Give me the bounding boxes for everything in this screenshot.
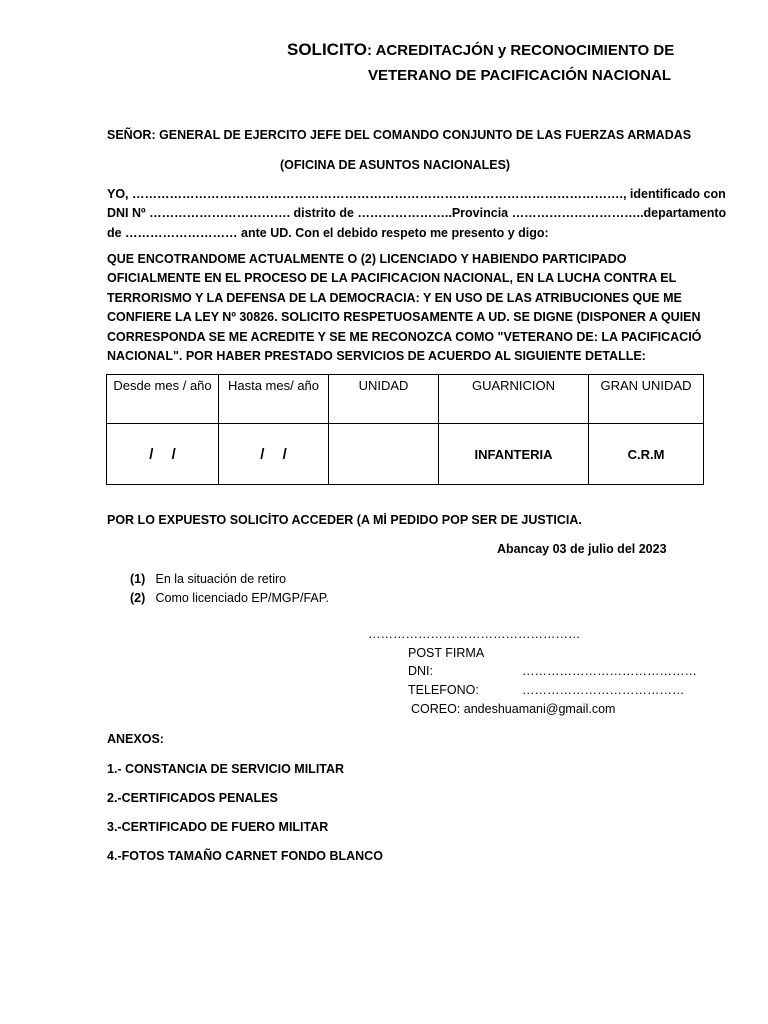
body-line: TERRORISMO Y LA DEFENSA DE LA DEMOCRACIA: Y EN USO DE LAS ATRIBUCIONES QUE ME: [107, 290, 682, 305]
addressee-office: (OFICINA DE ASUNTOS NACIONALES): [280, 158, 511, 172]
anexo-item: 4.-FOTOS TAMAÑO CARNET FONDO BLANCO: [107, 849, 383, 863]
anexo-item: 1.- CONSTANCIA DE SERVICIO MILITAR: [107, 762, 345, 776]
body-line: OFICIALMENTE EN EL PROCESO DE LA PACIFICACION NACIONAL, EN LA LUCHA CONTRA EL: [107, 271, 677, 286]
document-title: [287, 40, 674, 60]
table-row: [107, 424, 704, 485]
options-list: [130, 570, 329, 608]
cell-desde: / /: [107, 424, 219, 485]
header-hasta: Hasta mes/ año: [219, 375, 329, 424]
intro-line: DNI Nº ……………………………. distrito de …………………..Provincia …………………………..departamento: [107, 206, 727, 221]
cell-hasta: / /: [219, 424, 329, 485]
intro-line: de ……………………… ante UD. Con el debido respeto me presento y digo:: [107, 225, 549, 240]
intro-paragraph: [107, 185, 726, 243]
document-title-line2: VETERANO DE PACIFICACIÓN NACIONAL: [368, 67, 672, 84]
body-line: CONFIERE LA LEY Nº 30826. SOLICITO RESPETUOSAMENTE A UD. SE DIGNE (DISPONER A QUIEN: [107, 310, 701, 325]
body-paragraph: [107, 250, 701, 366]
service-detail-table: [106, 374, 704, 485]
header-desde: Desde mes / año: [107, 375, 219, 424]
dni-label: DNI:: [408, 664, 433, 678]
date-line: Abancay 03 de julio del 2023: [497, 542, 667, 556]
anexo-item: 3.-CERTIFICADO DE FUERO MILITAR: [107, 820, 329, 834]
closing-statement: POR LO EXPUESTO SOLICİTO ACCEDER (A Mİ PEDIDO POP SER DE JUSTICIA.: [107, 513, 582, 527]
email-line: COREO: andeshuamani@gmail.com: [411, 702, 616, 716]
cell-unidad: [329, 424, 439, 485]
body-line: QUE ENCOTRANDOME ACTUALMENTE O (2) LICENCIADO Y HABIENDO PARTICIPADO: [107, 252, 627, 266]
title-rest: : ACREDITACJÓN y RECONOCIMIENTO DE: [366, 42, 675, 59]
list-item: [130, 570, 329, 589]
intro-line: YO, ………………………………………………………………………………………………………., identificado con: [107, 187, 726, 201]
header-unidad: UNIDAD: [329, 375, 439, 424]
list-item: [130, 589, 329, 608]
telefono-value: …………………………………: [522, 683, 685, 697]
header-guarnicion: GUARNICION: [439, 375, 589, 424]
telefono-label: TELEFONO:: [408, 683, 479, 697]
title-solicito: SOLICITO: [287, 40, 367, 59]
anexo-item: 2.-CERTIFICADOS PENALES: [107, 791, 278, 805]
option-text: En la situación de retiro: [155, 572, 287, 586]
cell-gran-unidad: C.R.M: [589, 424, 704, 485]
body-line: NACIONAL". POR HABER PRESTADO SERVICIOS DE ACUERDO AL SIGUIENTE DETALLE:: [107, 349, 646, 364]
signature-line: ……………………………………………: [368, 627, 581, 641]
post-firma-label: POST FIRMA: [408, 646, 485, 660]
header-gran-unidad: GRAN UNIDAD: [589, 375, 704, 424]
table-header-row: [107, 375, 704, 424]
option-number: (1): [130, 572, 146, 586]
anexos-title: ANEXOS:: [107, 732, 164, 746]
addressee-line: SEÑOR: GENERAL DE EJERCITO JEFE DEL COMANDO CONJUNTO DE LAS FUERZAS ARMADAS: [107, 128, 692, 142]
option-text: Como licenciado EP/MGP/FAP.: [155, 591, 329, 605]
option-number: (2): [130, 591, 146, 605]
body-line: CORRESPONDA SE ME ACREDITE Y SE ME RECONOZCA COMO "VETERANO DE: LA PACIFICACIÓ: [107, 329, 702, 344]
dni-value: ……………………………………: [522, 664, 697, 678]
cell-guarnicion: INFANTERIA: [439, 424, 589, 485]
